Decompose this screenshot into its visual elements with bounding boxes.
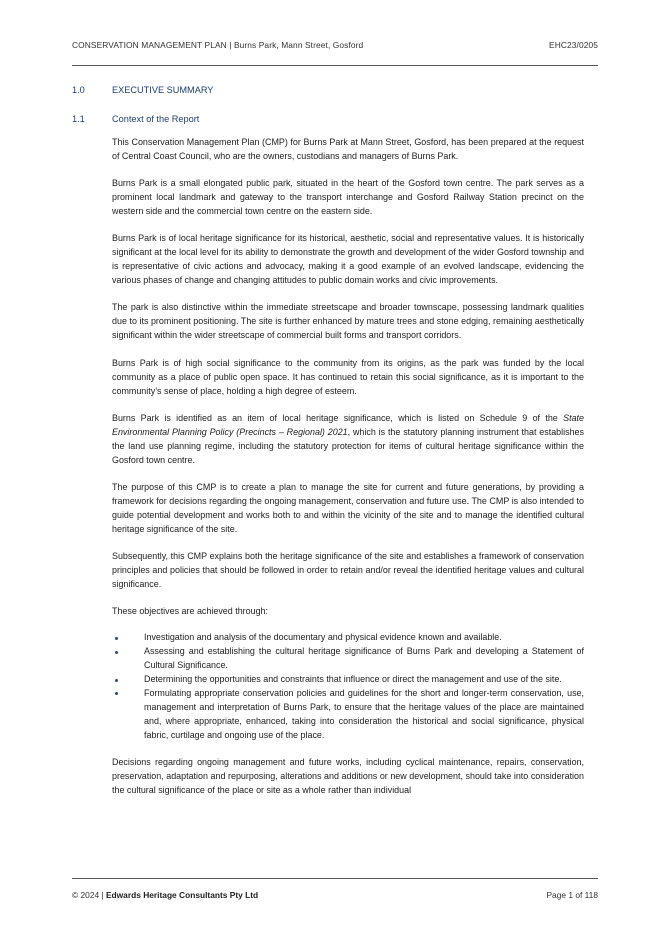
policy-title: State Environmental Planning Policy (Precincts – Regional) 2021 bbox=[112, 412, 584, 437]
bullet-icon bbox=[115, 637, 118, 640]
bullet-icon bbox=[115, 692, 118, 695]
list-item bbox=[112, 687, 584, 743]
bullet-icon bbox=[115, 679, 118, 682]
subsection-heading bbox=[72, 113, 584, 127]
paragraph-text: Burns Park is identified as an item of local heritage significance, which is listed on Schedule 9 of the bbox=[112, 412, 564, 423]
section-heading bbox=[72, 84, 584, 98]
paragraph: The park is also distinctive within the immediate streetscape and broader townscape, possessing landmark qualities due to its prominent positioning. The site is further enhanced by mature trees and stone edging, remaining aesthetically significant within the wider streetscape of commercial built forms and transport corridors. bbox=[112, 302, 584, 341]
page-number: Page 1 of 118 bbox=[546, 890, 598, 900]
list-item-text: Assessing and establishing the cultural heritage significance of Burns Park and developing a Statement of Cultural Significance. bbox=[144, 646, 584, 671]
subsection-title: Context of the Report bbox=[112, 113, 200, 124]
page-header bbox=[72, 40, 598, 60]
footer-credit bbox=[72, 890, 258, 900]
section-title: EXECUTIVE SUMMARY bbox=[112, 85, 214, 95]
page-content bbox=[72, 82, 584, 798]
paragraph: These objectives are achieved through: bbox=[112, 606, 269, 617]
paragraph: Burns Park is a small elongated public park, situated in the heart of the Gosford town centre. The park serves as a prominent local landmark and gateway to the transport interchange and Gosford Railway Station precinct on the western side and the commercial town centre on the eastern side. bbox=[112, 178, 584, 216]
paragraph-text: , which is the statutory planning instrument that establishes the land use planning regime, including the statutory protection for items of cultural heritage significance within the Gosford town centre. bbox=[112, 426, 584, 465]
paragraph: Burns Park is of local heritage significance for its historical, aesthetic, social and representative values. It is historically significant at the local level for its ability to demonstrate the growth and development of the wider Gosford township and is representative of civic actions and advocacy, making it a good example of an evolved landscape, evidencing the various phases of change and changing attitudes to public domain works and civic improvements. bbox=[112, 233, 584, 286]
paragraph: Decisions regarding ongoing management and future works, including cyclical maintenance, repairs, conservation, preservation, adaptation and repurposing, alterations and additions or new development, should take into consideration the cultural significance of the place or site as a whole rather than individual bbox=[112, 757, 584, 795]
objectives-list bbox=[112, 631, 584, 742]
paragraph: Burns Park is of high social significance to the community from its origins, as the park was funded by the local community as a place of public open space. It has continued to retain this social significance, as it is important to the community’s sense of place, holding a high degree of esteem. bbox=[112, 357, 584, 396]
page-footer bbox=[72, 890, 598, 900]
list-item-text: Investigation and analysis of the documentary and physical evidence known and available. bbox=[144, 632, 502, 643]
subsection-number: 1.1 bbox=[72, 113, 85, 124]
header-divider bbox=[72, 65, 598, 66]
company-name: Edwards Heritage Consultants Pty Ltd bbox=[105, 890, 259, 900]
paragraph-sepp bbox=[112, 412, 584, 468]
list-item-text: Determining the opportunities and constraints that influence or direct the management and use of the site. bbox=[144, 674, 562, 684]
section-number: 1.0 bbox=[72, 85, 85, 95]
paragraph: Subsequently, this CMP explains both the heritage significance of the site and establishes a framework of conservation principles and policies that should be followed in order to retain and/or reveal the identified heritage values and cultural significance. bbox=[112, 551, 584, 589]
document-title: CONSERVATION MANAGEMENT PLAN | Burns Park, Mann Street, Gosford bbox=[72, 40, 364, 50]
list-item-text: Formulating appropriate conservation policies and guidelines for the short and longer-term conservation, use, management and interpretation of Burns Park, to ensure that the heritage values of the place are maintained and, where appropriate, enhanced, taking into consideration the historical and social significance, physical fabric, curtilage and ongoing use of the place. bbox=[144, 687, 584, 740]
list-item bbox=[112, 645, 584, 673]
body-text bbox=[72, 136, 584, 798]
bullet-icon bbox=[115, 651, 118, 654]
paragraph: The purpose of this CMP is to create a plan to manage the site for current and future generations, by providing a framework for decisions regarding the ongoing management, conservation and future use. The CMP is also intended to guide potential development and works both to and within the vicinity of the site and to manage the identified cultural heritage significance of the site. bbox=[112, 482, 584, 534]
list-item bbox=[112, 631, 584, 645]
list-item bbox=[112, 673, 584, 687]
paragraph: This Conservation Management Plan (CMP) for Burns Park at Mann Street, Gosford, has been prepared at the request of Central Coast Council, who are the owners, custodians and managers of Burns Park. bbox=[112, 136, 584, 161]
footer-divider bbox=[72, 878, 598, 879]
copyright: © 2024 | bbox=[72, 890, 106, 900]
document-reference: EHC23/0205 bbox=[549, 40, 598, 50]
